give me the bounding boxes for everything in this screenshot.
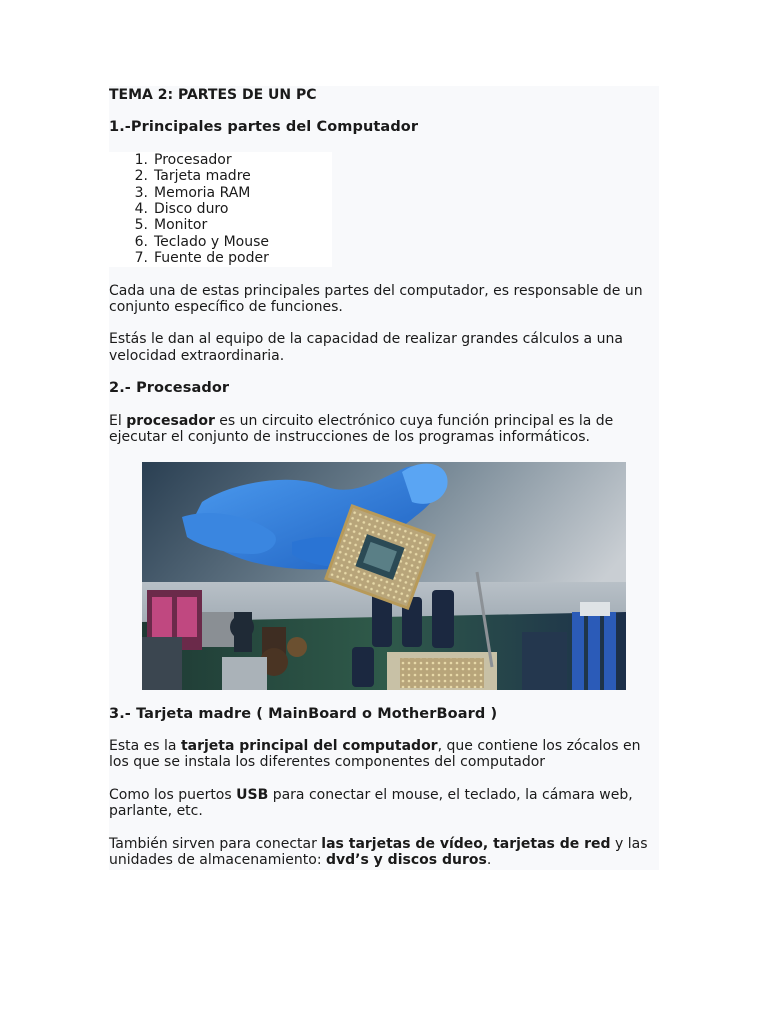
spacer — [109, 103, 659, 119]
bold-term: USB — [236, 786, 269, 803]
list-item: Disco duro — [154, 201, 229, 218]
bold-term: tarjeta principal del computador — [180, 737, 438, 754]
parts-list — [108, 152, 332, 267]
list-item: Tarjeta madre — [154, 168, 251, 185]
document-body — [109, 86, 659, 870]
bold-term: dvd’s y discos duros — [325, 851, 487, 868]
paragraph — [109, 787, 659, 820]
list-item: Memoria RAM — [154, 184, 251, 201]
paragraph: Cada una de estas principales partes del computador, es responsable de un conjunto específico de funciones. — [109, 282, 643, 316]
paragraph — [109, 738, 659, 771]
spacer — [109, 267, 659, 283]
spacer — [109, 690, 659, 706]
bold-term: las tarjetas de vídeo, tarjetas de red — [321, 835, 611, 852]
paragraph — [109, 413, 659, 446]
list-item: Monitor — [154, 217, 208, 234]
spacer — [109, 364, 659, 380]
text-run: es un circuito electrónico cuya función principal es la de ejecutar el conjunto de instrucciones de los programas informáticos. — [109, 412, 614, 446]
text-run: El — [109, 412, 127, 429]
text-run: para conectar el mouse, el teclado, la cámara web, parlante, etc. — [109, 786, 633, 820]
section-heading-procesador: 2.- Procesador — [109, 380, 230, 397]
section-heading-principales: 1.-Principales partes del Computador — [109, 119, 419, 136]
text-run: , que contiene los zócalos en los que se instala los diferentes componentes del computador — [109, 737, 641, 771]
text-run: También sirven para conectar — [109, 835, 322, 852]
spacer — [109, 136, 659, 152]
list-item: Fuente de poder — [154, 250, 269, 267]
spacer — [109, 315, 659, 331]
list-item: Teclado y Mouse — [154, 233, 270, 250]
cpu-photo — [142, 462, 626, 690]
document-title: TEMA 2: PARTES DE UN PC — [109, 87, 317, 103]
text-run: Como los puertos — [109, 786, 237, 803]
spacer — [109, 771, 659, 787]
section-heading-tarjeta-madre: 3.- Tarjeta madre ( MainBoard o MotherBoard ) — [109, 705, 498, 722]
paragraph: Estás le dan al equipo de la capacidad de realizar grandes cálculos a una velocidad extraordinaria. — [109, 331, 623, 364]
figure — [109, 462, 659, 690]
list-item: Procesador — [154, 151, 232, 168]
spacer — [109, 397, 659, 413]
text-run: Esta es la — [109, 737, 181, 754]
spacer — [109, 722, 659, 738]
text-run: . — [486, 851, 492, 868]
spacer — [109, 820, 659, 836]
spacer — [109, 446, 659, 462]
parts-list-wrap — [108, 152, 305, 267]
bold-term: procesador — [126, 412, 215, 429]
text-run: y las unidades de almacenamiento: — [109, 835, 648, 868]
paragraph — [109, 836, 659, 869]
